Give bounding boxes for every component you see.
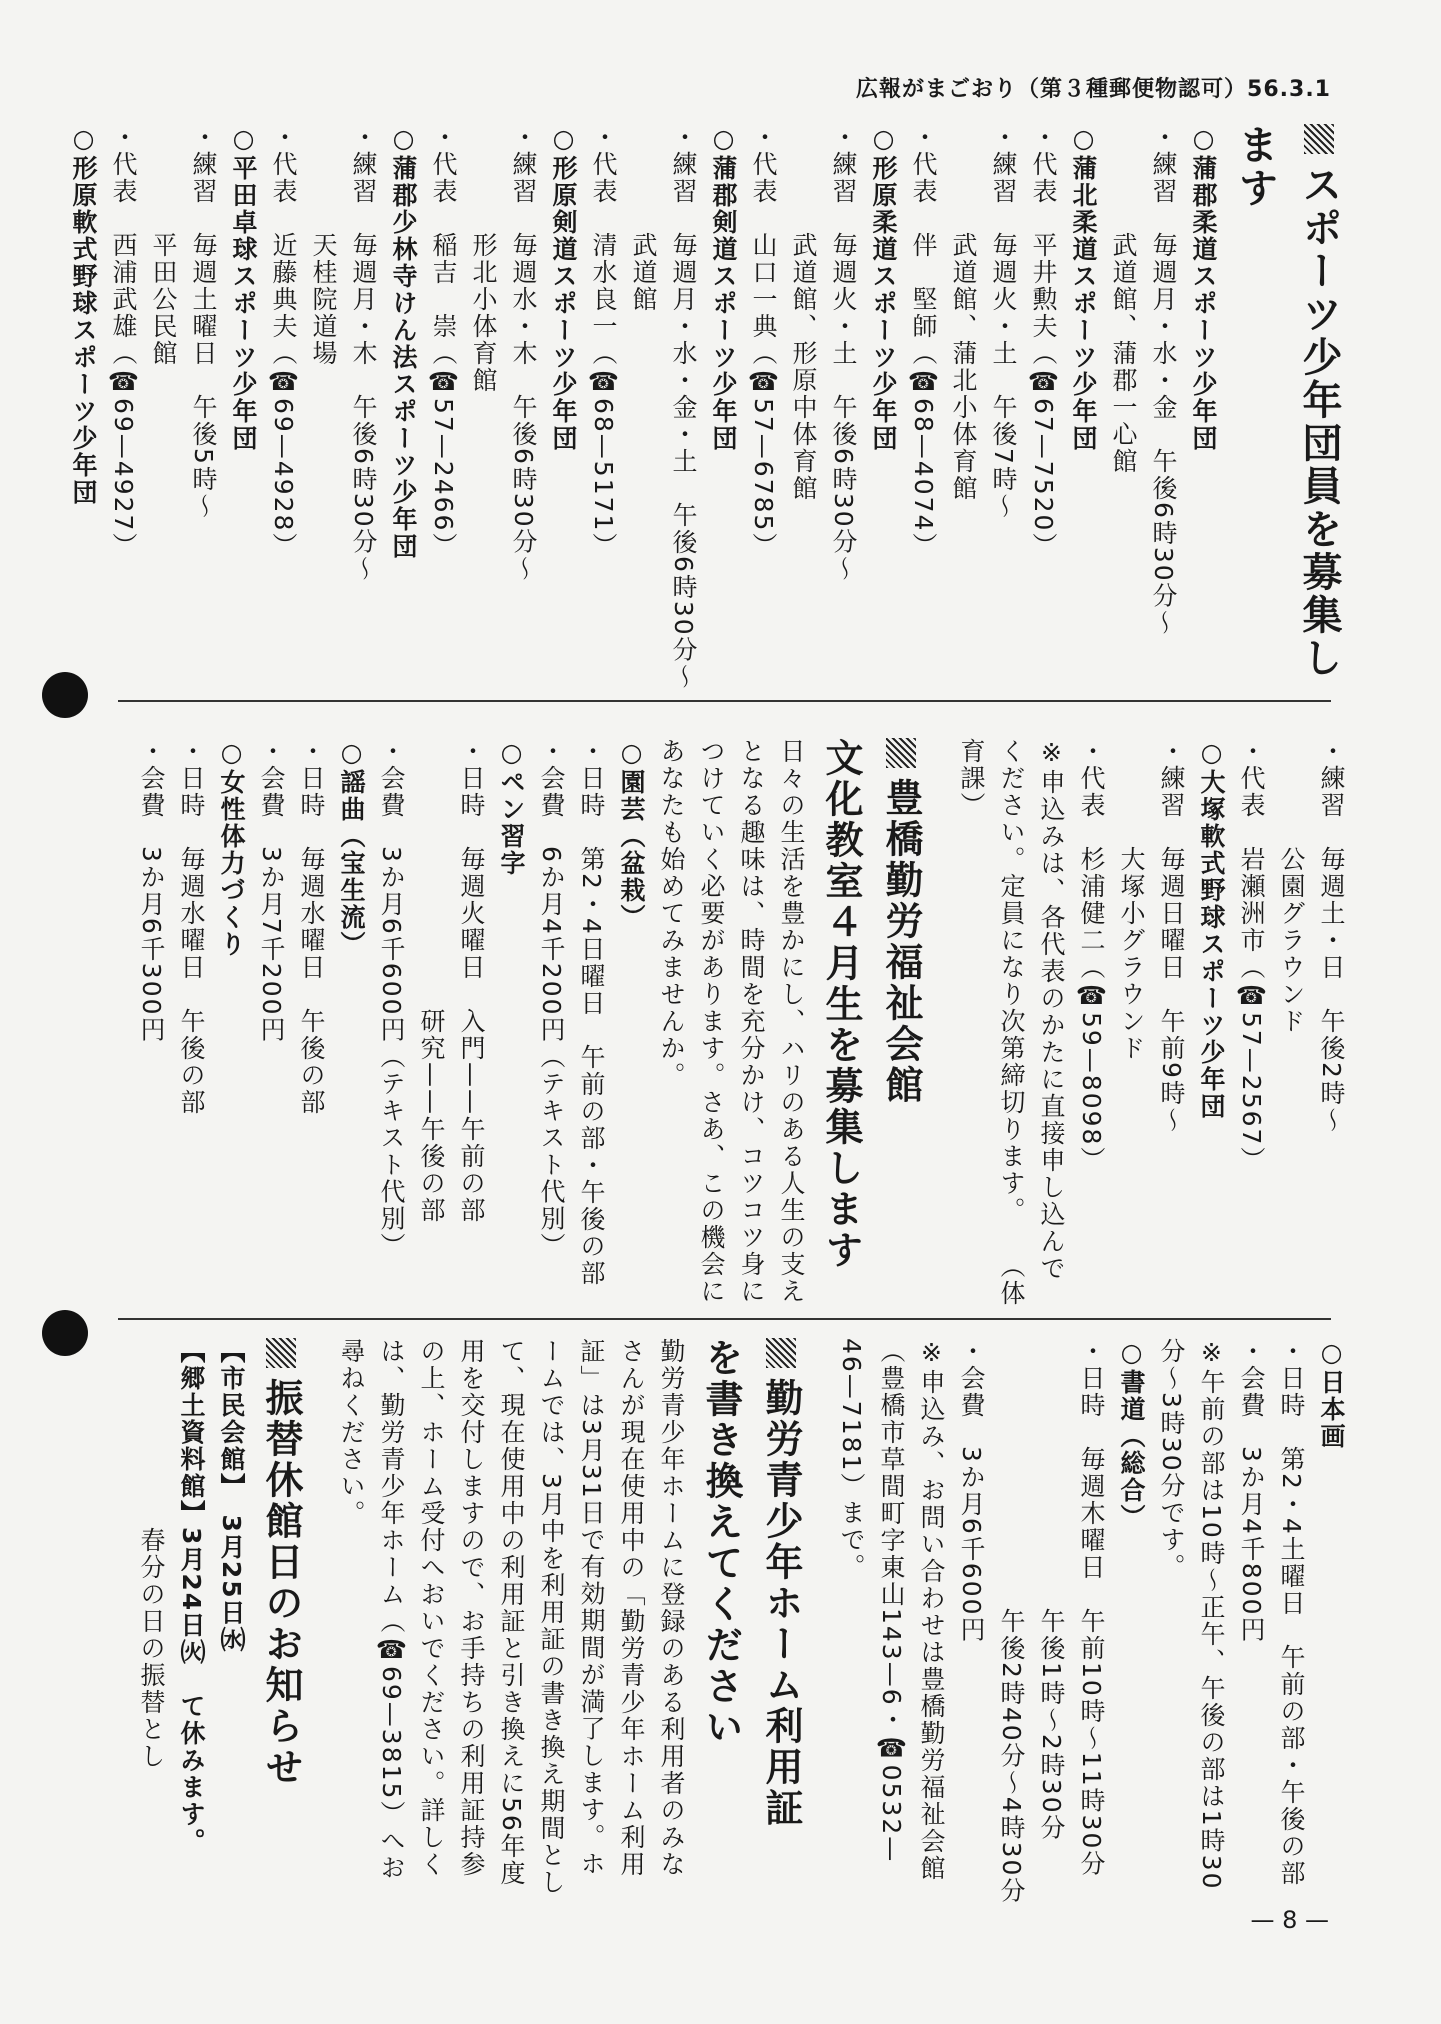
list-line: 研究——午後の部 <box>417 738 446 1224</box>
list-line: ・日時 第2・4土曜日 午前の部・午後の部 <box>1277 1338 1306 1887</box>
group-heading: ○蒲郡剣道スポーツ少年団 <box>709 124 738 452</box>
section-mark-icon <box>266 1338 296 1368</box>
list-line: ・日時 毎週木曜日 午前10時〜11時30分 <box>1077 1338 1106 1878</box>
list-line: ・練習 毎週日曜日 午前9時〜 <box>1157 738 1186 1134</box>
list-line: 武道館、蒲北小体育館 <box>949 124 978 502</box>
group-heading: ○平田卓球スポーツ少年団 <box>229 124 258 452</box>
youth-title-1: 勤労青少年ホーム利用証 <box>751 1338 811 1898</box>
list-line: ・代表 清水良一（☎68—5171） <box>589 124 618 560</box>
list-line: ※午前の部は10時〜正午、午後の部は1時30分〜3時30分です。 <box>1157 1338 1226 1891</box>
list-line: ・代表 平井勲夫（☎67—7520） <box>1029 124 1058 560</box>
list-line: ・代表 伴 堅師（☎68—4074） <box>909 124 938 560</box>
list-line: ・練習 毎週火・土 午後7時〜 <box>989 124 1018 520</box>
list-line: 武道館、蒲郡一心館 <box>1109 124 1138 475</box>
list-line: ・代表 近藤典夫（☎69—4928） <box>269 124 298 560</box>
culture-title-2: 文化教室４月生を募集します <box>819 738 863 1271</box>
closure-title: 振替休館日のお知らせ <box>251 1338 311 1898</box>
page-header: 広報がまごおり（第３種郵便物認可）56.3.1 <box>856 77 1331 102</box>
section-divider-1 <box>118 700 1331 702</box>
list-line: ・会費 6か月4千200円（テキスト代別） <box>537 738 566 1260</box>
list-line: 武道館 <box>629 124 658 313</box>
list-line: ・練習 毎週月・水・金 午後6時30分〜 <box>1149 124 1178 637</box>
list-line: ・日時 毎週火曜日 入門——午前の部 <box>457 738 486 1224</box>
list-line: ※申込み、お問い合わせは豊橋勤労福祉会館（豊橋市草間町字東山143—6・☎0532—46—7181）まで。 <box>837 1338 946 1882</box>
group-heading: 【郷土資料館】3月24日㈫ て休みます。 <box>177 1338 206 1856</box>
group-heading: ○蒲郡柔道スポーツ少年団 <box>1189 124 1218 452</box>
list-line: ※申込みは、各代表のかたに直接申し込んでください。定員になり次第締切ります。 （体育課） <box>957 738 1066 1307</box>
list-line: ・代表 杉浦健二（☎59—8098） <box>1077 738 1106 1174</box>
list-line: ・会費 3か月4千800円 <box>1237 1338 1266 1644</box>
list-line: ・代表 岩瀬洲市（☎57—2567） <box>1237 738 1266 1174</box>
group-heading: ○日本画 <box>1317 1338 1346 1450</box>
group-heading: ○書道（総合） <box>1117 1338 1146 1531</box>
list-line: ・日時 毎週水曜日 午後の部 <box>177 738 206 1116</box>
list-line: ・会費 3か月6千300円 <box>137 738 166 1044</box>
culture-section <box>101 738 1351 1308</box>
list-line: ・練習 毎週月・木 午後6時30分〜 <box>349 124 378 583</box>
group-heading: ○ペン習字 <box>497 738 526 877</box>
list-line: ・代表 山口一典（☎57—6785） <box>749 124 778 560</box>
list-line: ・練習 毎週土・日 午後2時〜 <box>1317 738 1346 1134</box>
list-line: 大塚小グラウンド <box>1117 738 1146 1062</box>
list-line: ・代表 西浦武雄（☎69—4927） <box>109 124 138 560</box>
list-line: ・練習 毎週土曜日 午後5時〜 <box>189 124 218 520</box>
list-line: ・会費 3か月7千200円 <box>257 738 286 1044</box>
list-line: 公園グラウンド <box>1277 738 1306 1035</box>
group-heading: ○女性体力づくり <box>217 738 246 958</box>
list-line: ・日時 毎週水曜日 午後の部 <box>297 738 326 1116</box>
group-heading: ○謡曲（宝生流） <box>337 738 366 958</box>
binder-hole-bottom <box>42 1310 88 1356</box>
list-line: ・会費 3か月6千600円 <box>957 1338 986 1644</box>
section-mark-icon <box>1304 124 1334 154</box>
list-line: ・練習 毎週火・土 午後6時30分〜 <box>829 124 858 583</box>
section-mark-icon <box>886 738 916 768</box>
group-heading: ○園芸（盆栽） <box>617 738 646 931</box>
list-line: 平田公民館 <box>149 124 178 367</box>
culture-intro: 日々の生活を豊かにし、ハリのある人生の支えとなる趣味は、時間を充分かけ、コツコツ身につけていく必要があります。さあ、この機会にあなたも始めてみませんか。 <box>657 738 806 1305</box>
list-line: ・練習 毎週水・木 午後6時30分〜 <box>509 124 538 583</box>
list-line: 形北小体育館 <box>469 124 498 394</box>
list-line: 午後2時40分〜4時30分 <box>997 1338 1026 1905</box>
group-heading: 【市民会館】 3月25日㈬ <box>217 1338 246 1654</box>
list-line: ・練習 毎週月・水・金・土 午後6時30分〜 <box>669 124 698 691</box>
group-heading: ○形原軟式野球スポーツ少年団 <box>69 124 98 506</box>
list-line: 午後1時〜2時30分 <box>1037 1338 1066 1842</box>
list-line: 春分の日の振替とし <box>137 1338 166 1770</box>
section-divider-2 <box>118 1318 1331 1320</box>
group-heading: ○形原柔道スポーツ少年団 <box>869 124 898 452</box>
sports-recruitment <box>69 124 1351 691</box>
group-heading: ○蒲郡少林寺けん法スポーツ少年団 <box>389 124 418 560</box>
sports-title: スポーツ少年団員を募集します <box>1232 124 1342 680</box>
list-line: 天桂院道場 <box>309 124 338 367</box>
group-heading: ○形原剣道スポーツ少年団 <box>549 124 578 452</box>
list-line: ・会費 3か月6千600円（テキスト代別） <box>377 738 406 1260</box>
culture-title-1: 豊橋勤労福祉会館 <box>871 738 931 1308</box>
list-line: ・代表 稲吉 崇（☎57—2466） <box>429 124 458 560</box>
youth-title-2: を書き換えてください <box>699 1338 743 1748</box>
page-number: — 8 — <box>1250 1906 1329 1934</box>
list-line: ・日時 第2・4日曜日 午前の部・午後の部 <box>577 738 606 1287</box>
youth-body: 勤労青少年ホームに登録のある利用者のみなさんが現在使用中の「勤労青少年ホーム利用証」は3月31日で有効期間が満了します。ホームでは、3月中を利用証の書き換え期間として、現在使用中の利用証と引き換えに56年度用を交付しますので、お手持ちの利用証持参の上、ホーム受付へおいでください。詳しくは、勤労青少年ホーム（☎69—3815）へお尋ねください。 <box>337 1338 686 1896</box>
group-heading: ○大塚軟式野球スポーツ少年団 <box>1197 738 1226 1120</box>
list-line: 武道館、形原中体育館 <box>789 124 818 502</box>
section-mark-icon <box>766 1338 796 1368</box>
notices-section <box>101 1338 1351 1905</box>
group-heading: ○蒲北柔道スポーツ少年団 <box>1069 124 1098 452</box>
